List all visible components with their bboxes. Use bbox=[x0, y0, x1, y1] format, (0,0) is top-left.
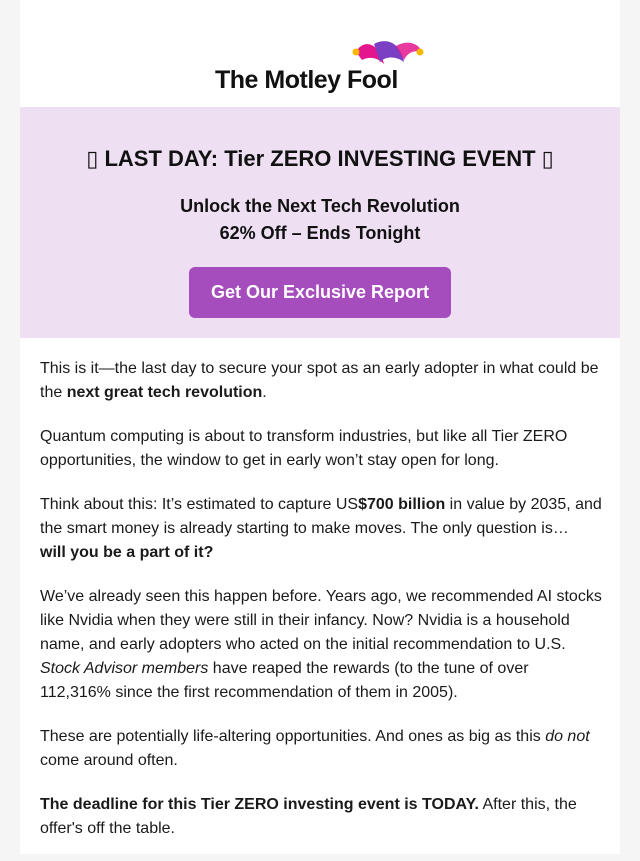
hero-offer-text: 62% Off – Ends Tonight bbox=[219, 223, 421, 243]
paragraph-2: Quantum computing is about to transform industries, but like all Tier ZERO opportunities, the window to get in early won’t stay open for long. bbox=[40, 428, 568, 469]
email-body bbox=[40, 357, 602, 861]
paragraph-1: This is it—the last day to secure your spot as an early adopter in what could be the next great tech revolution. bbox=[40, 360, 599, 401]
motley-fool-logo[interactable] bbox=[215, 38, 455, 100]
paragraph-4: We’ve already seen this happen before. Years ago, we recommended AI stocks like Nvidia when they were still in their infancy. Now? Nvidia is a household name, and early adopters who acted on the initial recommendation to U.S. Stock Advisor members have reaped the rewards (to the tune of over 112,316% since the first recommendation of them in 2005). bbox=[40, 588, 602, 701]
hero-subtitle: Unlock the Next Tech Revolution bbox=[180, 196, 460, 216]
paragraph-5: These are potentially life-altering opportunities. And ones as big as this do not come around often. bbox=[40, 728, 590, 769]
hero-title: ▯ LAST DAY: Tier ZERO INVESTING EVENT ▯ bbox=[86, 146, 554, 171]
get-report-button[interactable]: Get Our Exclusive Report bbox=[189, 267, 451, 318]
header-logo-bar bbox=[20, 0, 620, 107]
paragraph-6: The deadline for this Tier ZERO investing event is TODAY. After this, the offer's off the table. bbox=[40, 796, 577, 837]
brand-wordmark: The Motley Fool bbox=[215, 66, 398, 94]
email-container bbox=[20, 0, 620, 854]
paragraph-3: Think about this: It’s estimated to capture US$700 billion in value by 2035, and the smart money is already starting to make moves. The only question is… will you be a part of it? bbox=[40, 496, 602, 561]
hero-banner bbox=[20, 107, 620, 338]
